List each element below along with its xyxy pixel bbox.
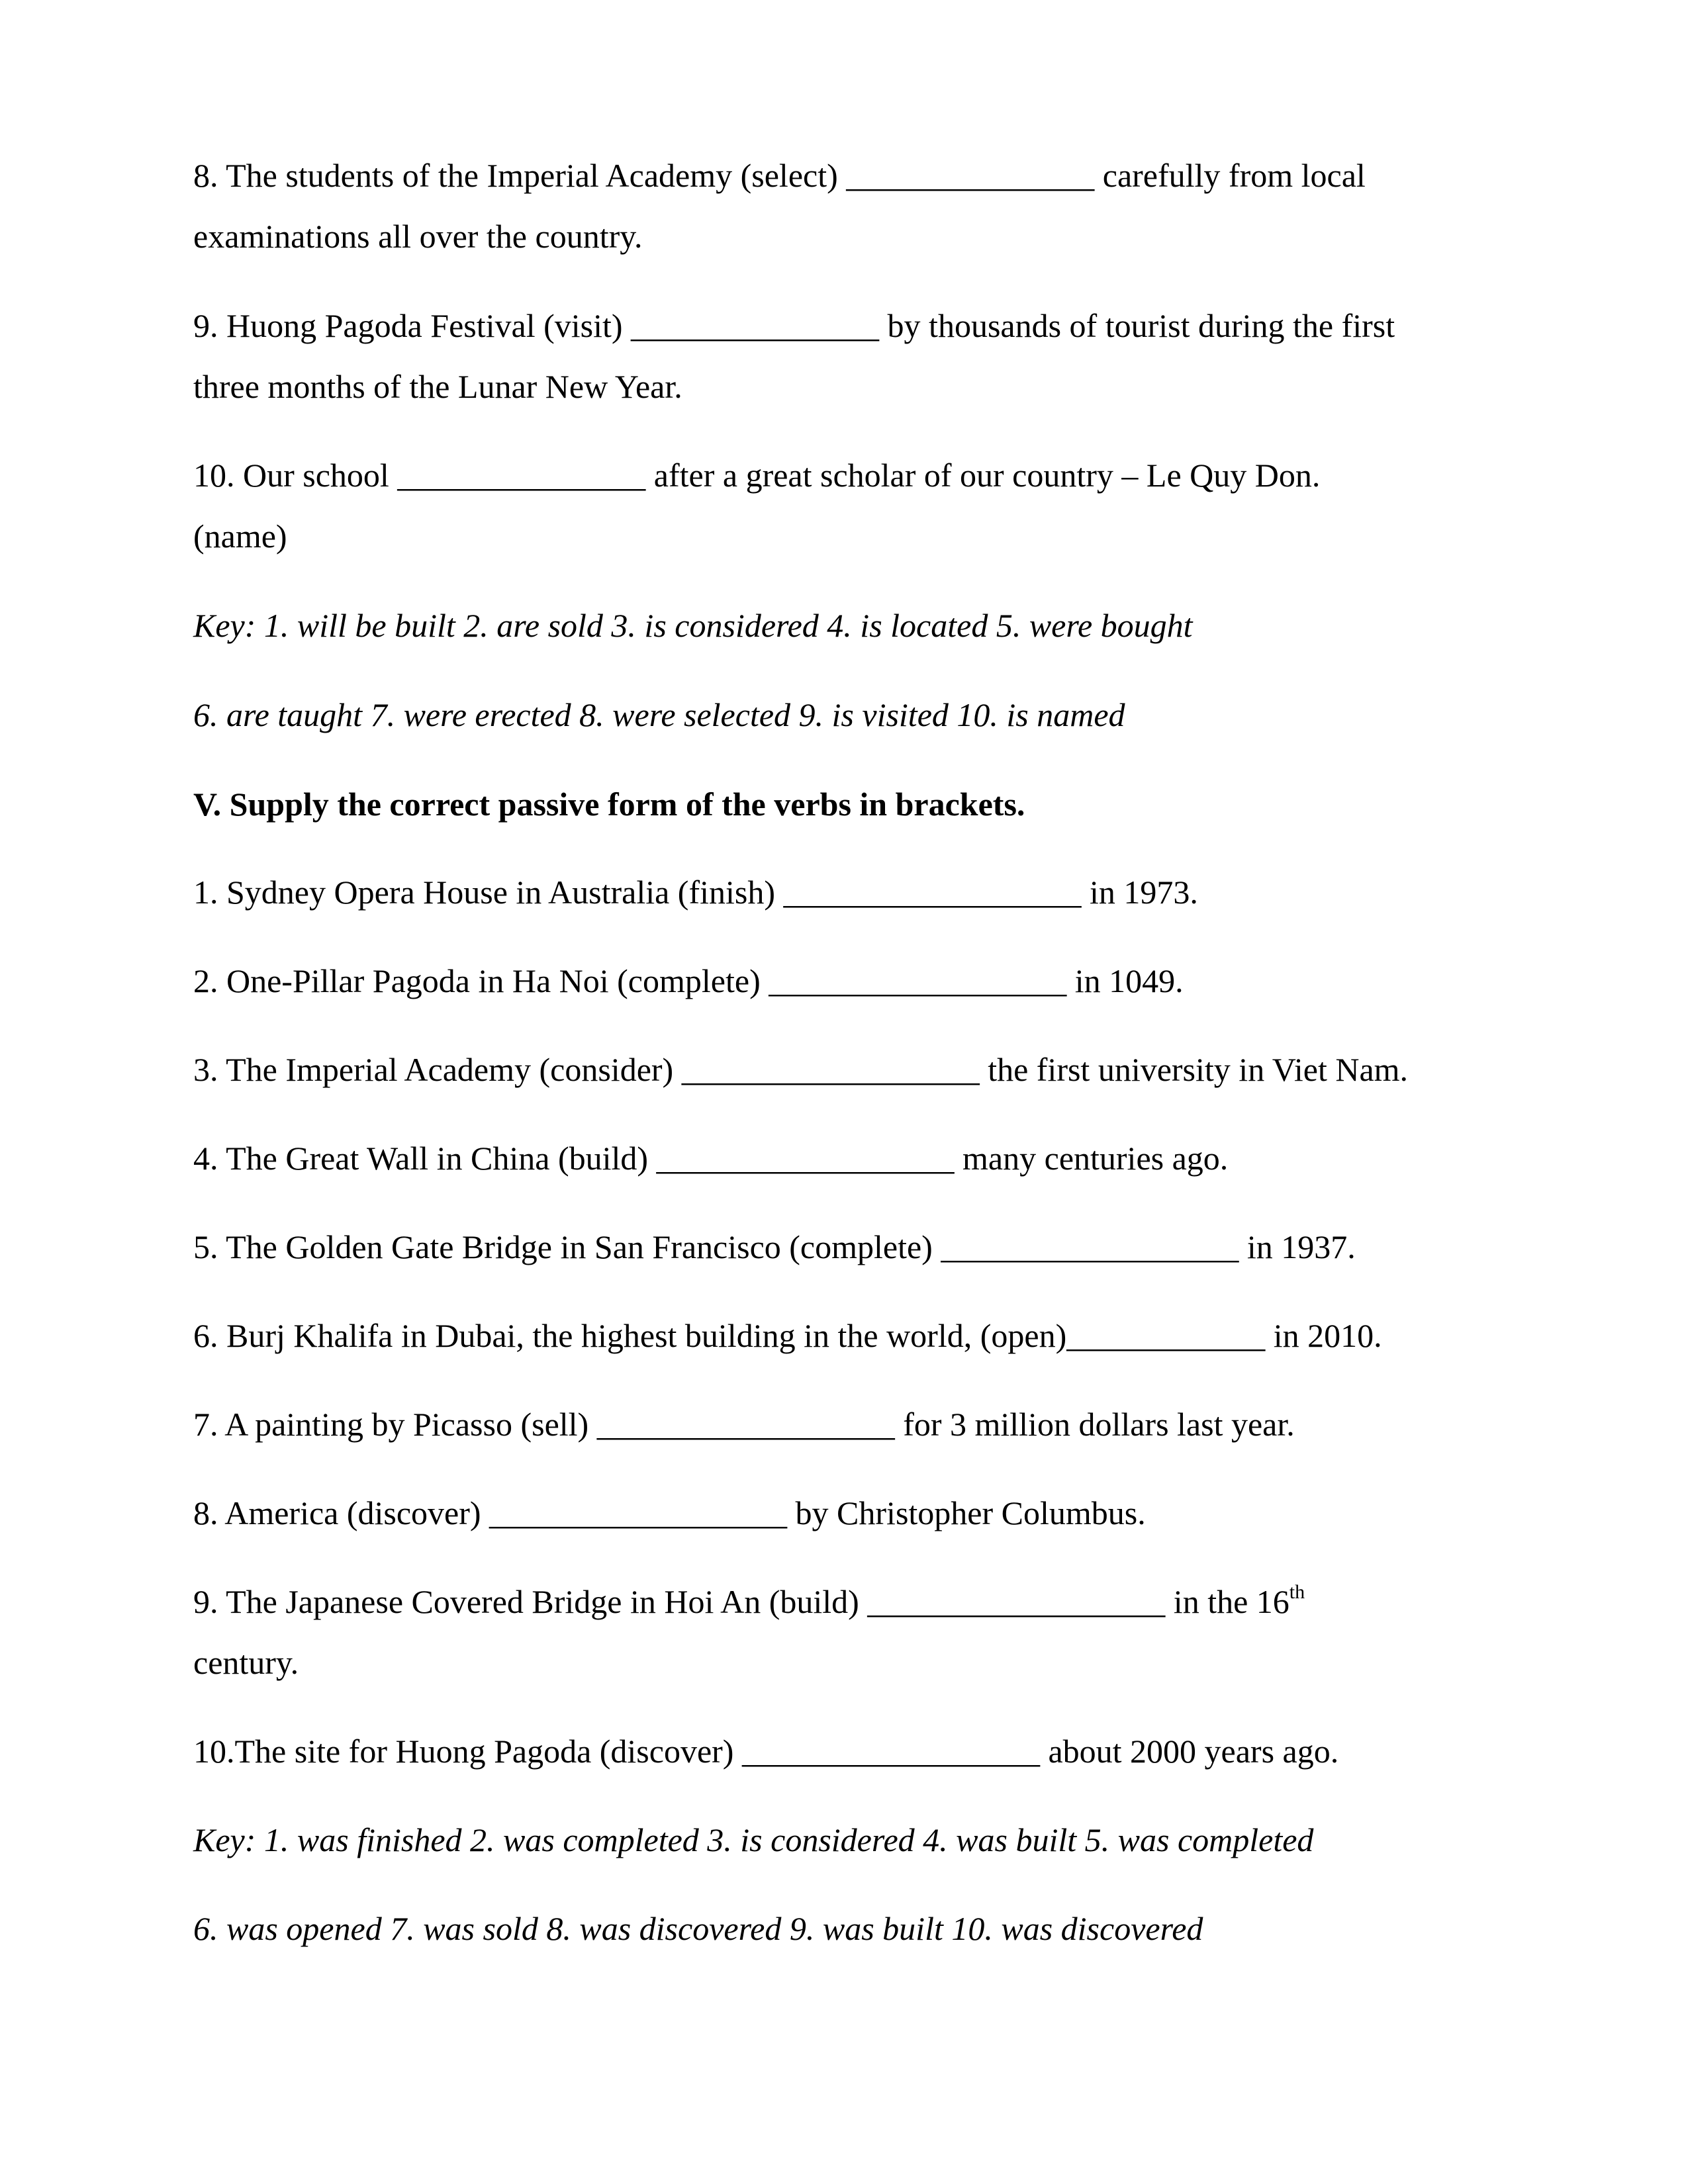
question-10-line-2: (name) bbox=[193, 518, 287, 555]
answer-key-iv-line-1: Key: 1. will be built 2. are sold 3. is considered 4. is located 5. were bought bbox=[193, 607, 1193, 644]
section-v-heading: V. Supply the correct passive form of the verbs in brackets. bbox=[193, 786, 1025, 823]
answer-key-v-line-1: Key: 1. was finished 2. was completed 3. is considered 4. was built 5. was completed bbox=[193, 1821, 1314, 1858]
question-9-line-2: three months of the Lunar New Year. bbox=[193, 368, 682, 405]
question-8-line-1: 8. The students of the Imperial Academy (select) _______________ carefully from local bbox=[193, 157, 1366, 194]
section-v-question-9-line-1 bbox=[193, 1582, 1305, 1627]
ordinal-suffix: th bbox=[1289, 1581, 1305, 1603]
question-10-line-1: 10. Our school _______________ after a great scholar of our country – Le Quy Don. bbox=[193, 457, 1321, 494]
question-8-line-2: examinations all over the country. bbox=[193, 218, 643, 255]
answer-key-v-line-2: 6. was opened 7. was sold 8. was discovered 9. was built 10. was discovered bbox=[193, 1910, 1203, 1947]
section-v-question-1: 1. Sydney Opera House in Australia (finish) __________________ in 1973. bbox=[193, 874, 1198, 911]
section-v-question-8: 8. America (discover) __________________ by Christopher Columbus. bbox=[193, 1494, 1146, 1531]
section-v-question-4: 4. The Great Wall in China (build) __________________ many centuries ago. bbox=[193, 1140, 1229, 1177]
question-9-line-1: 9. Huong Pagoda Festival (visit) _______________ by thousands of tourist during the first bbox=[193, 307, 1395, 344]
section-v-question-9-line-2: century. bbox=[193, 1644, 299, 1681]
answer-key-iv-line-2: 6. are taught 7. were erected 8. were selected 9. is visited 10. is named bbox=[193, 696, 1125, 733]
question-9-text: 9. The Japanese Covered Bridge in Hoi An (build) __________________ in the 16 bbox=[193, 1583, 1289, 1620]
section-v-question-6: 6. Burj Khalifa in Dubai, the highest building in the world, (open)____________ in 2010. bbox=[193, 1317, 1382, 1354]
section-v-question-7: 7. A painting by Picasso (sell) __________________ for 3 million dollars last year. bbox=[193, 1406, 1295, 1443]
section-v-question-2: 2. One-Pillar Pagoda in Ha Noi (complete) __________________ in 1049. bbox=[193, 962, 1184, 999]
section-v-question-10: 10.The site for Huong Pagoda (discover) __________________ about 2000 years ago. bbox=[193, 1733, 1339, 1770]
section-v-question-3: 3. The Imperial Academy (consider) __________________ the first university in Viet Nam. bbox=[193, 1051, 1409, 1088]
section-v-question-5: 5. The Golden Gate Bridge in San Francisco (complete) __________________ in 1937. bbox=[193, 1228, 1356, 1265]
